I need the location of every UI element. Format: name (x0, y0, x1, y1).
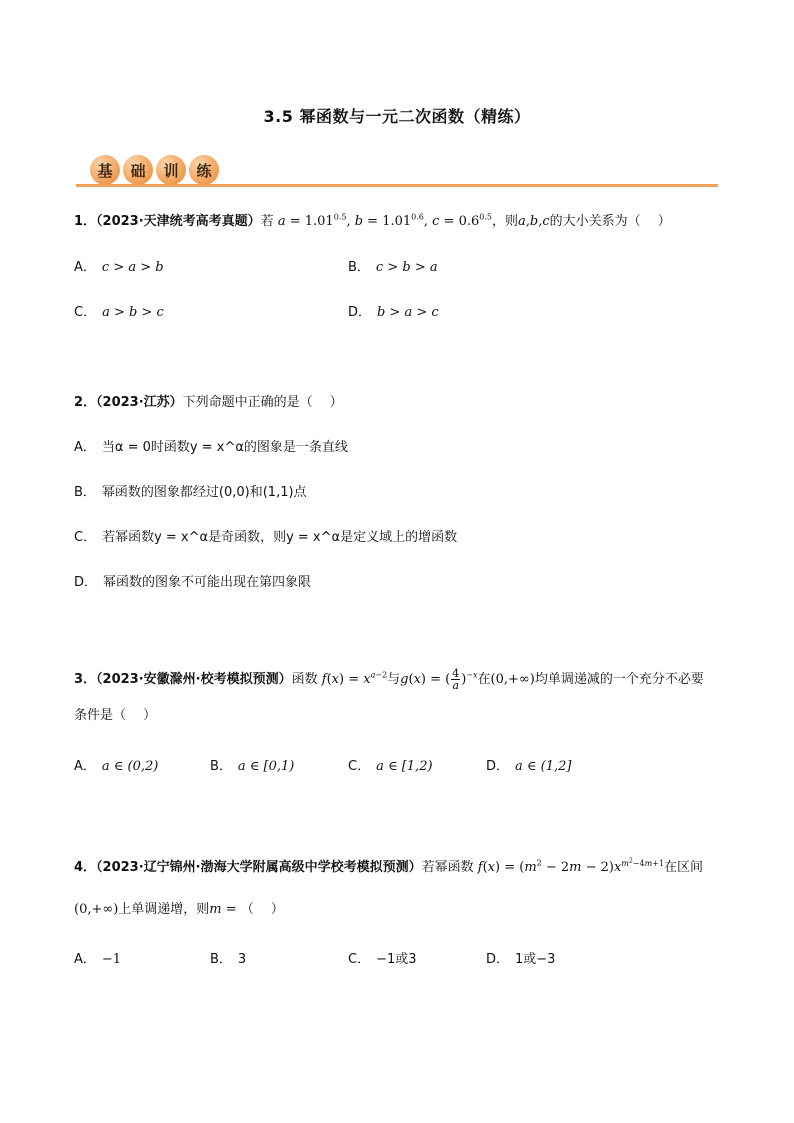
section-divider (76, 184, 718, 187)
question-3-stem: 3．（2023·安徽滁州·校考模拟预测）函数 $f(x) = x^{a-2}$与g(x) = ( $\frac{4}{a}$ )$^{-x}$在(0,+∞)均单调递减的一个充分不必要 (74, 667, 704, 692)
section-badges (90, 155, 219, 185)
question-4-stem: 4．（2023·辽宁锦州·渤海大学附属高级中学校考模拟预测）若幂函数 $f(x) = (m^2 - 2m - 2)x^{m^2-4m+1}$在区间 (74, 857, 703, 875)
question-4-option-a[interactable]: A． −1 (74, 952, 122, 967)
question-3-option-c[interactable]: C． a ∈ [1,2) (348, 759, 433, 774)
question-2-option-c[interactable]: C． 若幂函数y = x^α是奇函数，则y = x^α是定义域上的增函数 (74, 530, 458, 545)
question-1-option-a[interactable]: A． c > a > b (74, 260, 164, 275)
question-1-option-d[interactable]: D． b > a > c (348, 305, 439, 320)
question-4-option-c[interactable]: C． −1或3 (348, 952, 417, 967)
question-4-option-b[interactable]: B． 3 (210, 952, 247, 967)
question-3-option-b[interactable]: B． a ∈ [0,1) (210, 759, 295, 774)
section-header-basic-training (76, 150, 718, 190)
question-4-option-d[interactable]: D． 1或−3 (486, 952, 556, 967)
question-2-option-d[interactable]: D． 幂函数的图象不可能出现在第四象限 (74, 575, 312, 590)
question-3-option-a[interactable]: A． a ∈ (0,2) (74, 759, 159, 774)
page-title: 3.5 幂函数与一元二次函数（精练） (263, 107, 531, 126)
question-4-stem-line2: (0,+∞)上单调递增，则m = （ ） (74, 902, 284, 917)
section-badge: 基 (90, 155, 120, 185)
section-badge: 础 (123, 155, 153, 185)
question-2-option-b[interactable]: B． 幂函数的图象都经过(0,0)和(1,1)点 (74, 485, 307, 500)
question-1-stem: 1．（2023·天津统考高考真题）若 $a = 1.01^{0.5}$, $b = 1.01^{0.6}$, $c = 0.6^{0.5}$，则a,b,c的大小关系为（ ） (74, 212, 671, 229)
question-1-option-b[interactable]: B． c > b > a (348, 260, 438, 275)
question-2-stem: 2．（2023·江苏）下列命题中正确的是（ ） (74, 395, 343, 410)
question-2-option-a[interactable]: A． 当α = 0时函数y = x^α的图象是一条直线 (74, 440, 348, 455)
section-badge: 练 (189, 155, 219, 185)
section-badge: 训 (156, 155, 186, 185)
question-3-stem-line2: 条件是（ ） (74, 708, 157, 723)
question-1-option-c[interactable]: C． a > b > c (74, 305, 164, 320)
question-3-option-d[interactable]: D． a ∈ (1,2] (486, 759, 572, 774)
